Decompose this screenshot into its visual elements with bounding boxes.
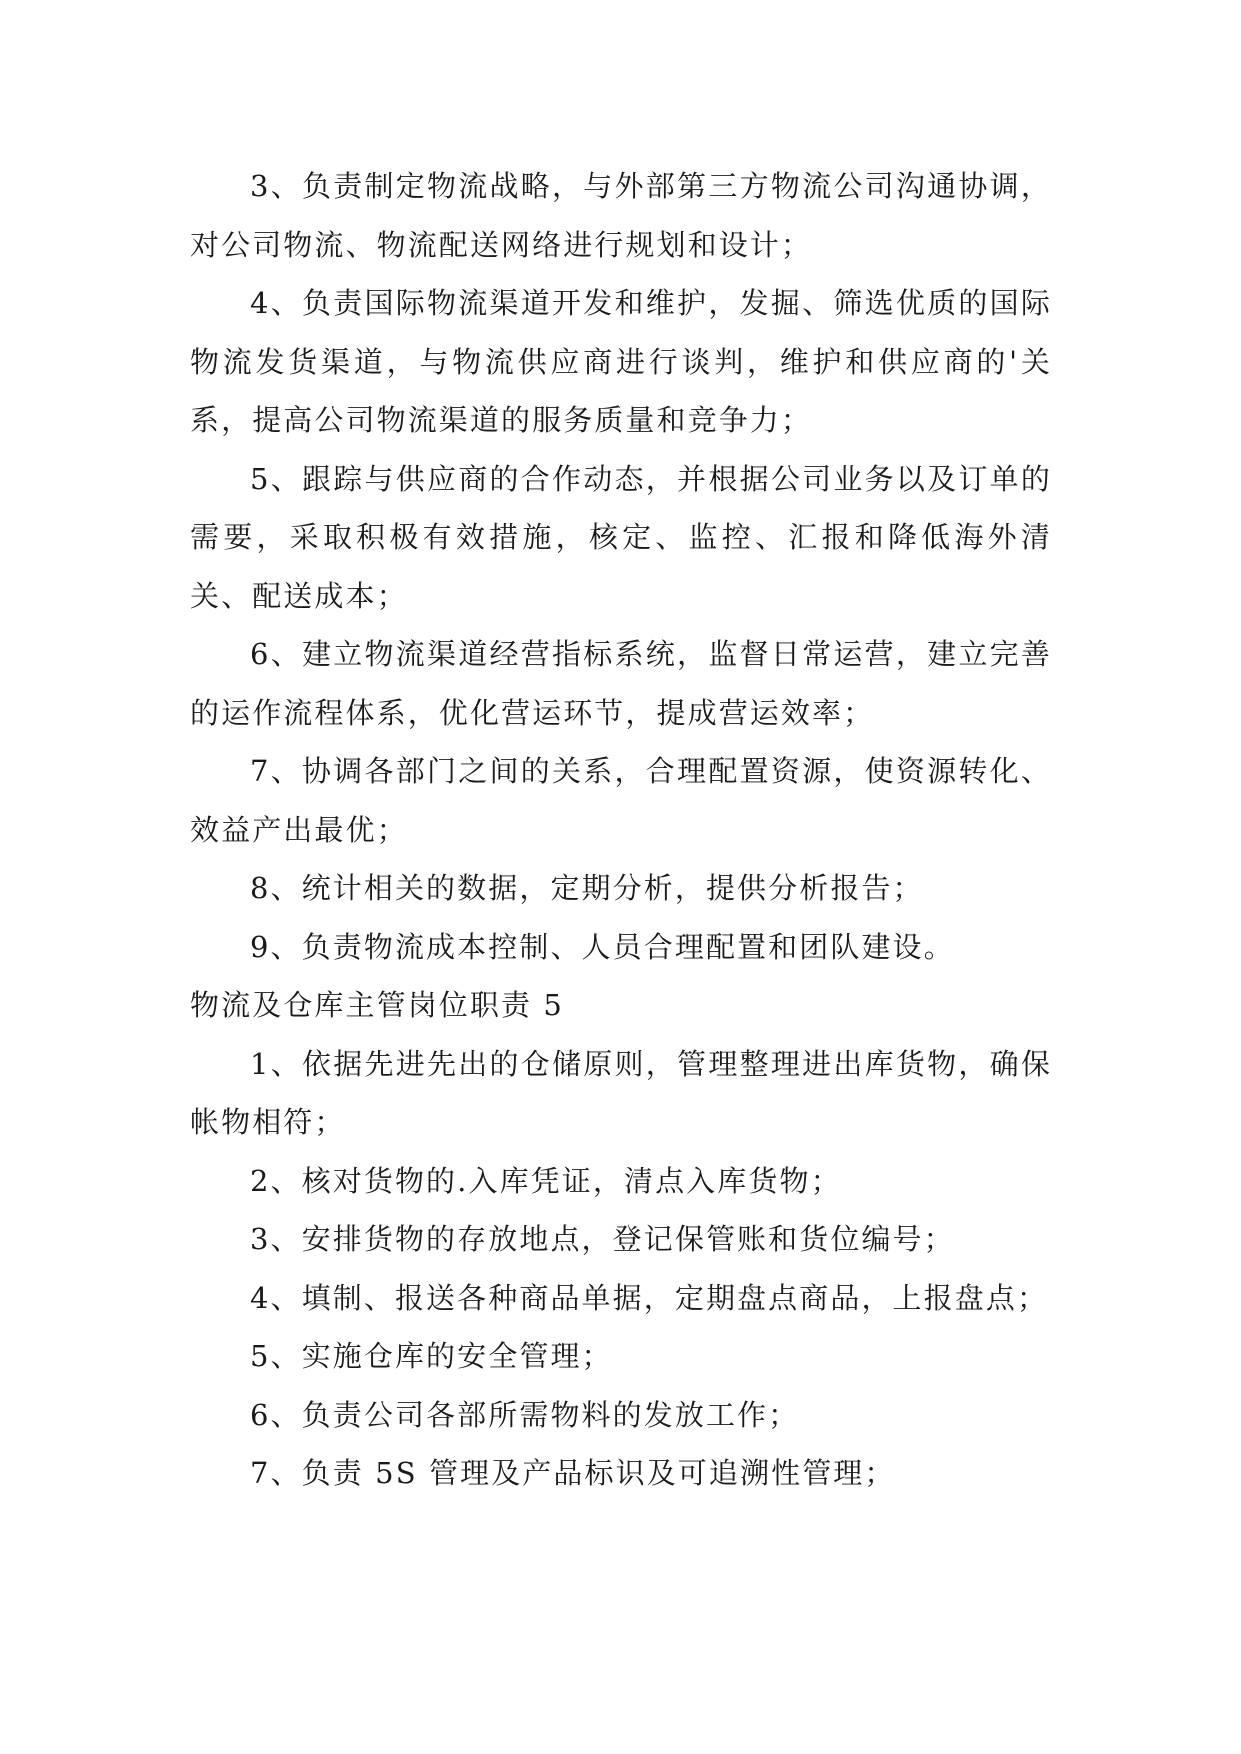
section-heading: 物流及仓库主管岗位职责 5 <box>190 988 564 1022</box>
duty-item-5: 5、跟踪与供应商的合作动态，并根据公司业务以及订单的需要，采取积极有效措施，核定、监控、汇报和降低海外清关、配送成本； <box>190 461 1052 613</box>
duty-item-8: 8、统计相关的数据，定期分析，提供分析报告； <box>250 871 924 905</box>
duty-item-7: 7、协调各部门之间的关系，合理配置资源，使资源转化、效益产出最优； <box>190 754 1052 847</box>
warehouse-item-1: 1、依据先进先出的仓储原则，管理整理进出库货物，确保帐物相符； <box>190 1046 1052 1139</box>
warehouse-item-4: 4、填制、报送各种商品单据，定期盘点商品，上报盘点； <box>250 1280 1049 1315</box>
duty-item-4: 4、负责国际物流渠道开发和维护，发掘、筛选优质的国际物流发货渠道，与物流供应商进行谈判，维护和供应商的'关系，提高公司物流渠道的服务质量和竞争力； <box>190 286 1052 437</box>
warehouse-item-6: 6、负责公司各部所需物料的发放工作； <box>250 1397 800 1432</box>
duty-item-3: 3、负责制定物流战略，与外部第三方物流公司沟通协调，对公司物流、物流配送网络进行规划和设计； <box>190 169 1052 262</box>
duty-item-6: 6、建立物流渠道经营指标系统，监督日常运营，建立完善的运作流程体系，优化营运环节，提成营运效率； <box>190 637 1052 730</box>
warehouse-item-5: 5、实施仓库的安全管理； <box>250 1339 613 1373</box>
duty-item-9: 9、负责物流成本控制、人员合理配置和团队建设。 <box>250 929 955 964</box>
warehouse-item-2: 2、核对货物的.入库凭证，清点入库货物； <box>250 1163 842 1198</box>
warehouse-item-3: 3、安排货物的存放地点，登记保管账和货位编号； <box>250 1222 955 1256</box>
document-body <box>190 157 1052 1503</box>
warehouse-item-7: 7、负责 5S 管理及产品标识及可追溯性管理； <box>250 1456 896 1490</box>
